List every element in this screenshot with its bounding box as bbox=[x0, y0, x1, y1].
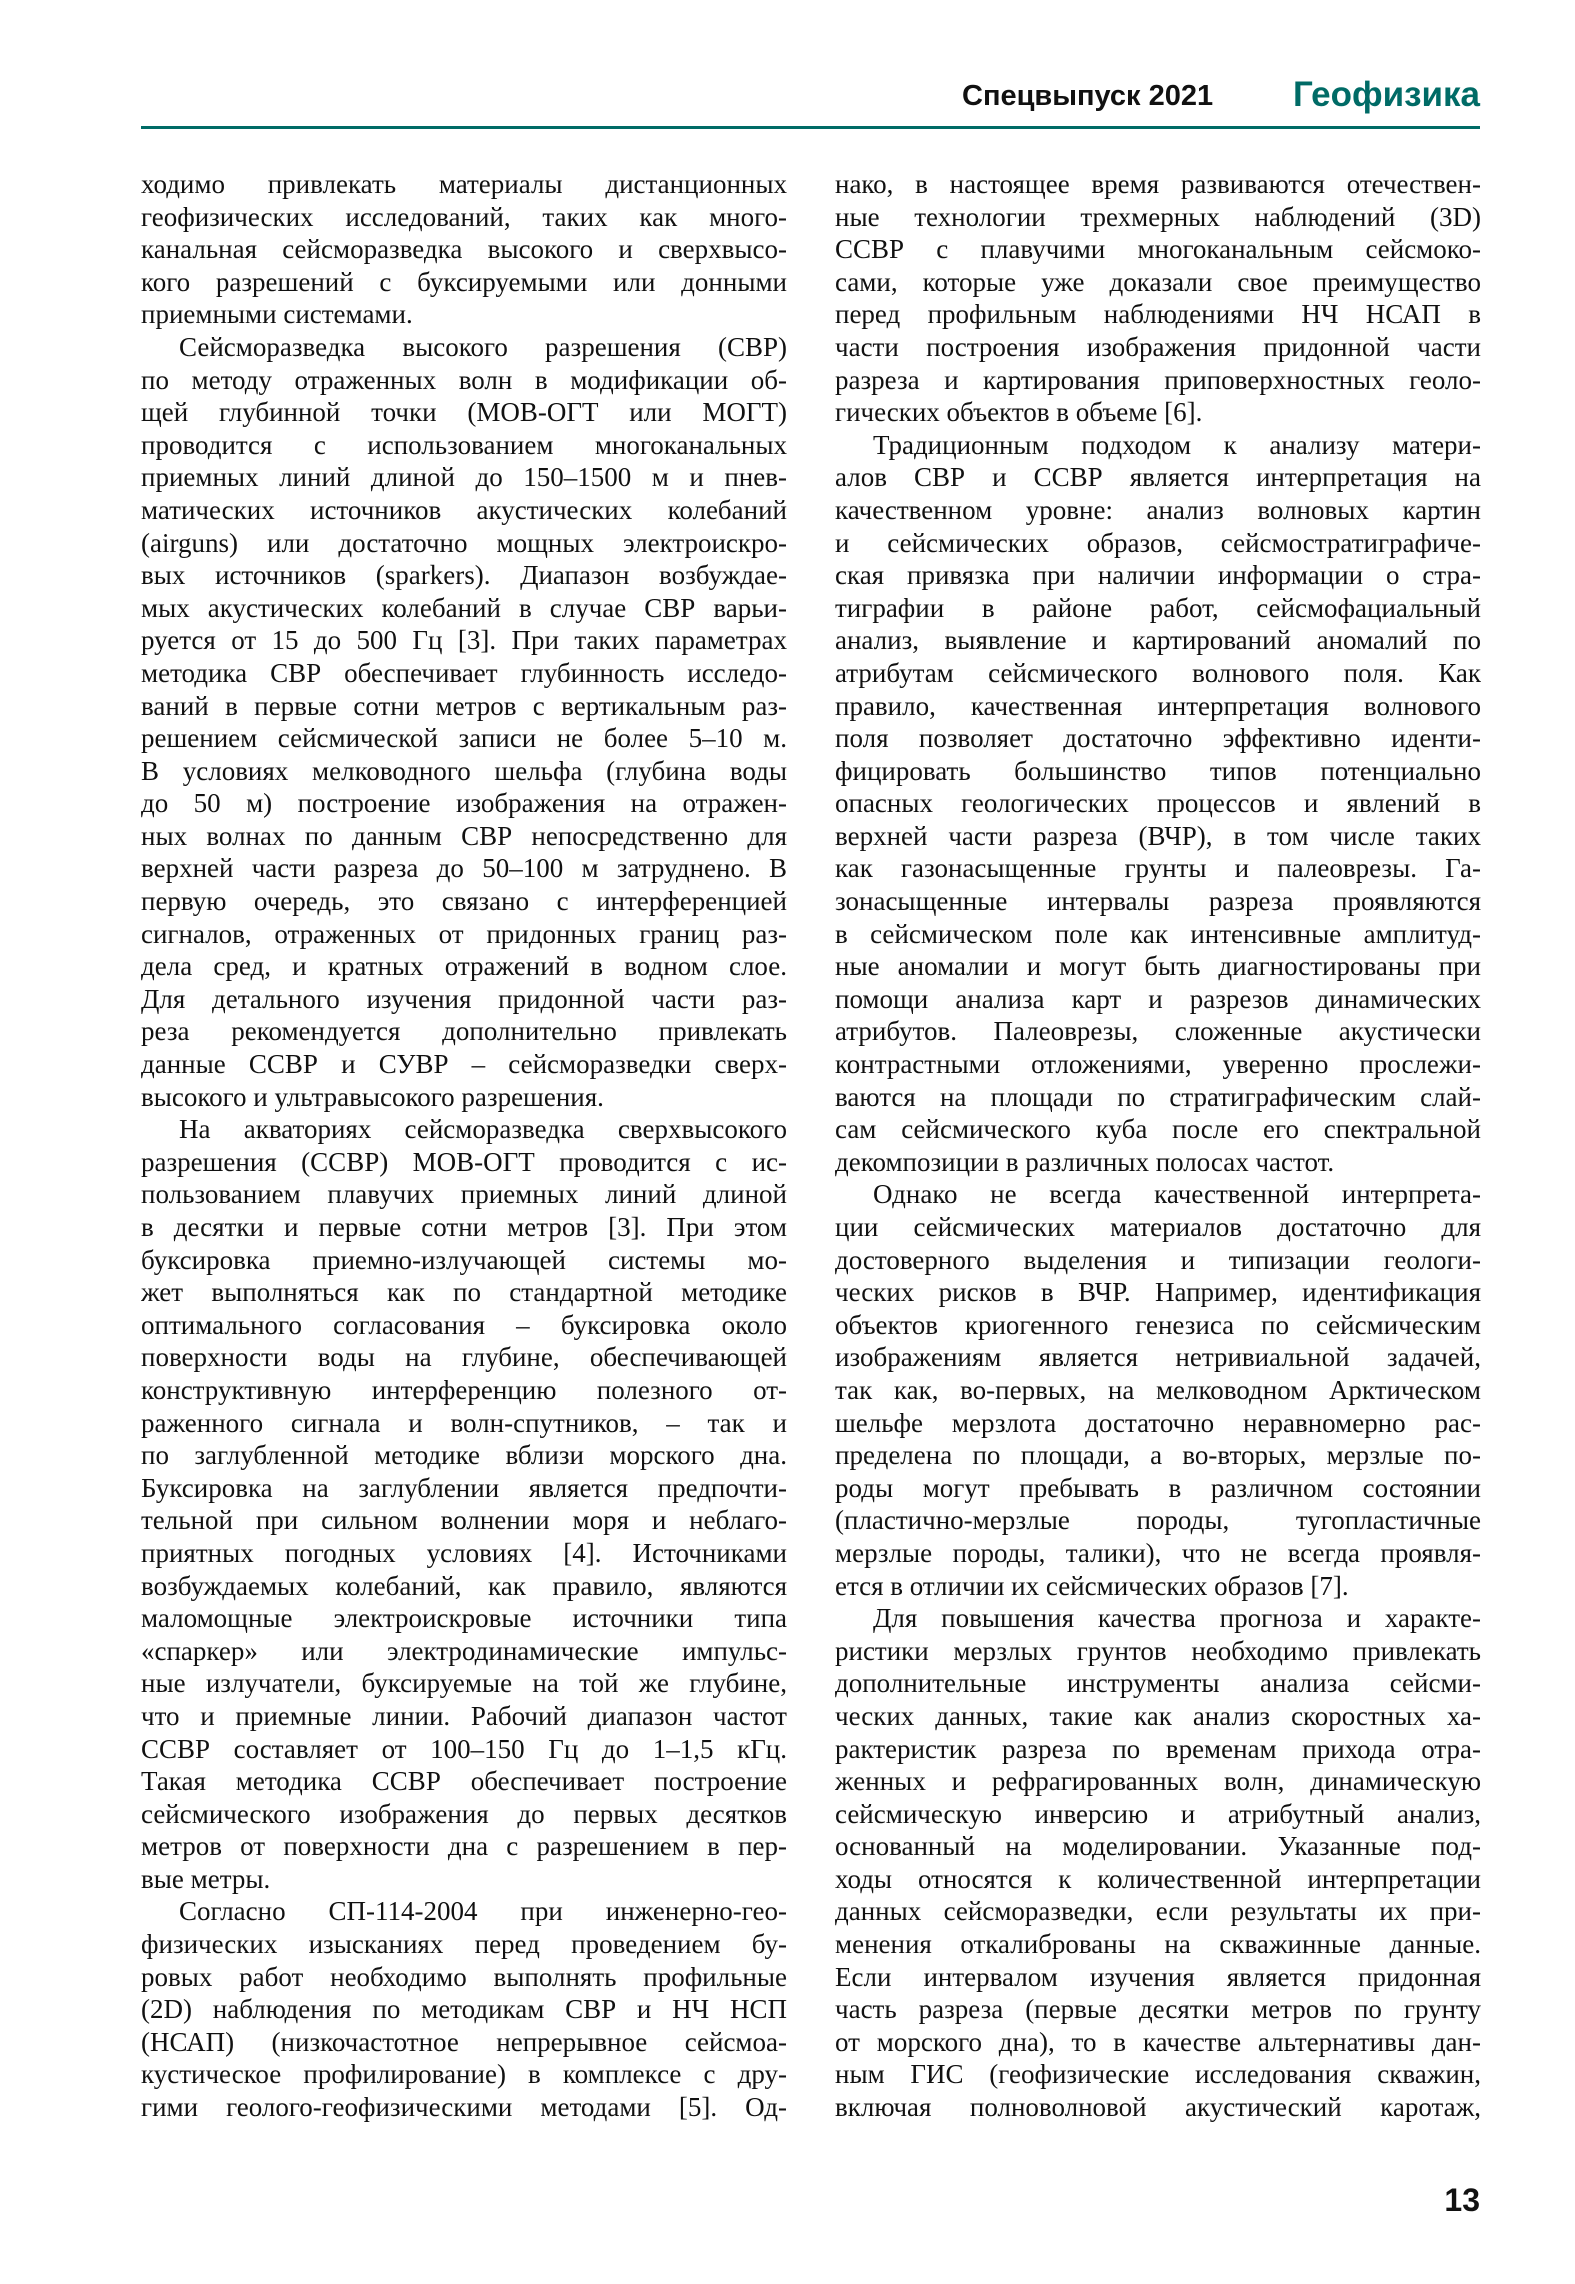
text-line: данные ССВР и СУВР – сейсморазведки сверх- bbox=[141, 1049, 787, 1080]
text-line: сейсмического изображения до первых десятков bbox=[141, 1798, 787, 1829]
paragraph bbox=[835, 429, 1481, 1179]
text-line: правило, качественная интерпретация волнового bbox=[835, 690, 1481, 721]
text-line: изображениям является нетривиальной задачей, bbox=[835, 1342, 1481, 1373]
text-line: основанный на моделировании. Указанные под- bbox=[835, 1831, 1481, 1862]
text-line: фицировать большинство типов потенциально bbox=[835, 755, 1481, 786]
text-line: мых акустических колебаний в случае СВР варьи- bbox=[141, 592, 787, 623]
text-line: (пластично-мерзлые породы, тугопластичные bbox=[835, 1505, 1481, 1536]
text-line: решением сейсмической записи не более 5–10 м. bbox=[141, 723, 787, 754]
text-line: кустическое профилирование) в комплексе с дру- bbox=[141, 2059, 787, 2090]
text-line: ходимо привлекать материалы дистанционных bbox=[141, 169, 787, 199]
text-line: до 50 м) построение изображения на отражен- bbox=[141, 788, 787, 819]
text-line: ные излучатели, буксируемые на той же глубине, bbox=[141, 1668, 787, 1699]
text-line: по заглубленной методике вблизи морского дна. bbox=[141, 1440, 787, 1471]
text-line: данных сейсморазведки, если результаты их при- bbox=[835, 1896, 1481, 1927]
paragraph bbox=[835, 1178, 1481, 1602]
text-line: вых источников (sparkers). Диапазон возбуждае- bbox=[141, 560, 787, 591]
text-line: вые метры. bbox=[141, 1863, 271, 1894]
text-line: пользованием плавучих приемных линий длиной bbox=[141, 1179, 787, 1210]
paragraph bbox=[141, 1113, 787, 1895]
text-line: высокого и ультравысокого разрешения. bbox=[141, 1081, 604, 1112]
text-line: (НСАП) (низкочастотное непрерывное сейсмоа- bbox=[141, 2026, 787, 2057]
text-line: разрешения (ССВР) МОВ-ОГТ проводится с ис- bbox=[141, 1146, 787, 1177]
text-line: алов СВР и ССВР является интерпретация на bbox=[835, 462, 1481, 493]
paragraph bbox=[141, 168, 787, 331]
text-line: Для детального изучения придонной части раз- bbox=[141, 983, 787, 1014]
text-line: рактеристик разреза по временам прихода отра- bbox=[835, 1733, 1481, 1764]
text-line: тельной при сильном волнении моря и неблаго- bbox=[141, 1505, 787, 1536]
text-line: Согласно СП-114-2004 при инженерно-гео- bbox=[179, 1896, 787, 1927]
text-line: оптимального согласования – буксировка около bbox=[141, 1309, 787, 1340]
text-line: сигналов, отраженных от придонных границ раз- bbox=[141, 918, 787, 949]
text-line: ных волнах по данным СВР непосредственно для bbox=[141, 820, 787, 851]
text-line: так как, во-первых, на мелководном Арктическом bbox=[835, 1374, 1481, 1405]
text-line: от морского дна), то в качестве альтернативы дан- bbox=[835, 2026, 1481, 2057]
text-line: Буксировка на заглублении является предпочти- bbox=[141, 1472, 787, 1503]
text-line: маломощные электроискровые источники типа bbox=[141, 1603, 787, 1634]
text-line: объектов криогенного генезиса по сейсмическим bbox=[835, 1309, 1481, 1340]
text-line: опасных геологических процессов и явлений в bbox=[835, 788, 1481, 819]
text-line: щей глубинной точки (МОВ-ОГТ или МОГТ) bbox=[141, 397, 787, 428]
paragraph bbox=[835, 168, 1481, 429]
issue-label: Спецвыпуск 2021 bbox=[962, 80, 1214, 112]
text-line: приемных линий длиной до 150–1500 м и пнев- bbox=[141, 462, 787, 493]
text-line: менения откалиброваны на скважинные данные. bbox=[835, 1929, 1481, 1960]
text-line: ССВР составляет от 100–150 Гц до 1–1,5 кГц. bbox=[141, 1733, 787, 1764]
text-line: Для повышения качества прогноза и характе- bbox=[873, 1603, 1481, 1634]
text-line: помощи анализа карт и разрезов динамических bbox=[835, 983, 1481, 1014]
paragraph bbox=[141, 331, 787, 1113]
text-line: ровых работ необходимо выполнять профильные bbox=[141, 1961, 787, 1992]
text-line: ные технологии трехмерных наблюдений (3D) bbox=[835, 201, 1481, 232]
text-line: На акваториях сейсморазведка сверхвысокого bbox=[179, 1114, 787, 1145]
text-line: мерзлые породы, талики), что не всегда проявля- bbox=[835, 1537, 1481, 1568]
text-line: анализ, выявление и картирований аномалий по bbox=[835, 625, 1481, 656]
text-line: по методу отраженных волн в модификации об- bbox=[141, 364, 787, 395]
text-line: буксировка приемно-излучающей системы мо- bbox=[141, 1244, 787, 1275]
text-line: Сейсморазведка высокого разрешения (СВР) bbox=[179, 331, 787, 362]
text-line: методика СВР обеспечивает глубинность исследо- bbox=[141, 657, 787, 688]
text-line: ным ГИС (геофизические исследования скважин, bbox=[835, 2059, 1481, 2090]
text-line: атрибутам сейсмического волнового поля. Как bbox=[835, 657, 1481, 688]
text-line: матических источников акустических колебаний bbox=[141, 494, 787, 525]
text-line: кого разрешений с буксируемыми или донными bbox=[141, 266, 787, 297]
text-line: что и приемные линии. Рабочий диапазон частот bbox=[141, 1700, 787, 1731]
text-line: возбуждаемых колебаний, как правило, являются bbox=[141, 1570, 787, 1601]
text-line: реза рекомендуется дополнительно привлекать bbox=[141, 1016, 787, 1047]
text-line: ходы относятся к количественной интерпретации bbox=[835, 1863, 1481, 1894]
text-line: ции сейсмических материалов достаточно для bbox=[835, 1212, 1481, 1242]
journal-title: Геофизика bbox=[1293, 75, 1480, 114]
text-line: сами, которые уже доказали свое преимущество bbox=[835, 266, 1481, 297]
text-line: части построения изображения придонной части bbox=[835, 331, 1481, 362]
text-line: гических объектов в объеме [6]. bbox=[835, 397, 1203, 428]
text-line: верхней части разреза (ВЧР), в том числе таких bbox=[835, 820, 1481, 851]
text-line: ческих данных, такие как анализ скоростных ха- bbox=[835, 1700, 1481, 1731]
text-line: перед профильным наблюдениями НЧ НСАП в bbox=[835, 299, 1481, 330]
text-line: декомпозиции в различных полосах частот. bbox=[835, 1146, 1335, 1177]
paragraph bbox=[141, 1895, 787, 2123]
text-line: зонасыщенные интервалы разреза проявляются bbox=[835, 886, 1481, 917]
text-line: верхней части разреза до 50–100 м затруднено. В bbox=[141, 853, 787, 884]
text-line: дополнительные инструменты анализа сейсми- bbox=[835, 1668, 1481, 1699]
text-line: включая полноволновой акустический каротаж, bbox=[835, 2092, 1481, 2123]
text-line: ческих рисков в ВЧР. Например, идентификация bbox=[835, 1277, 1481, 1308]
text-line: дела сред, и кратных отражений в водном слое. bbox=[141, 951, 787, 982]
text-line: приемными системами. bbox=[141, 299, 413, 330]
text-line: жет выполняться как по стандартной методике bbox=[141, 1277, 787, 1308]
text-line: В условиях мелководного шельфа (глубина воды bbox=[141, 755, 787, 786]
text-line: Такая методика ССВР обеспечивает построение bbox=[141, 1766, 787, 1797]
text-line: физических изысканиях перед проведением бу- bbox=[141, 1929, 787, 1960]
text-line: приятных погодных условиях [4]. Источниками bbox=[141, 1537, 787, 1568]
text-column-left bbox=[141, 168, 787, 2124]
text-line: ется в отличии их сейсмических образов [7]. bbox=[835, 1570, 1349, 1601]
text-line: конструктивную интерференцию полезного от- bbox=[141, 1374, 787, 1405]
text-line: как газонасыщенные грунты и палеоврезы. Га- bbox=[835, 853, 1481, 884]
text-line: гими геолого-геофизическими методами [5]. Од- bbox=[141, 2092, 787, 2123]
text-line: контрастными отложениями, уверенно прослежи- bbox=[835, 1049, 1481, 1080]
text-line: сейсмическую инверсию и атрибутный анализ, bbox=[835, 1798, 1481, 1829]
text-line: Если интервалом изучения является придонная bbox=[835, 1961, 1481, 1992]
text-line: достоверного выделения и типизации геологи- bbox=[835, 1244, 1481, 1275]
text-line: раженного сигнала и волн-спутников, – так и bbox=[141, 1407, 787, 1438]
text-line: ваний в первые сотни метров с вертикальным раз- bbox=[141, 690, 787, 721]
text-line: поля позволяет достаточно эффективно иденти- bbox=[835, 723, 1481, 754]
text-line: Традиционным подходом к анализу матери- bbox=[873, 429, 1481, 460]
text-line: разреза и картирования приповерхностных геоло- bbox=[835, 364, 1481, 395]
text-line: качественном уровне: анализ волновых картин bbox=[835, 494, 1481, 525]
text-line: (airguns) или достаточно мощных электроискро- bbox=[141, 527, 787, 558]
text-line: канальная сейсморазведка высокого и сверхвысо- bbox=[141, 234, 787, 265]
text-line: ская привязка при наличии информации о стра- bbox=[835, 560, 1481, 591]
text-line: роды могут пребывать в различном состоянии bbox=[835, 1472, 1481, 1503]
text-line: ные аномалии и могут быть диагностированы при bbox=[835, 951, 1481, 982]
paragraph bbox=[835, 1602, 1481, 2124]
header-divider bbox=[141, 126, 1480, 129]
text-line: руется от 15 до 500 Гц [3]. При таких параметрах bbox=[141, 625, 787, 656]
text-line: и сейсмических образов, сейсмостратиграфиче- bbox=[835, 527, 1481, 558]
text-line: Однако не всегда качественной интерпрета- bbox=[873, 1179, 1481, 1210]
text-line: первую очередь, это связано с интерференцией bbox=[141, 886, 787, 917]
text-line: часть разреза (первые десятки метров по грунту bbox=[835, 1994, 1481, 2025]
text-line: женных и рефрагированных волн, динамическую bbox=[835, 1766, 1481, 1797]
text-line: поверхности воды на глубине, обеспечивающей bbox=[141, 1342, 787, 1373]
text-column-right bbox=[835, 168, 1481, 2124]
text-line: ССВР с плавучими многоканальным сейсмоко- bbox=[835, 234, 1481, 265]
text-line: атрибутов. Палеоврезы, сложенные акустически bbox=[835, 1016, 1481, 1047]
text-line: «спаркер» или электродинамические импульс- bbox=[141, 1635, 787, 1666]
text-line: метров от поверхности дна с разрешением в пер- bbox=[141, 1831, 787, 1862]
text-line: (2D) наблюдения по методикам СВР и НЧ НСП bbox=[141, 1994, 787, 2025]
text-line: проводится с использованием многоканальных bbox=[141, 429, 787, 460]
text-line: в десятки и первые сотни метров [3]. При этом bbox=[141, 1212, 787, 1242]
text-line: тиграфии в районе работ, сейсмофациальный bbox=[835, 592, 1481, 623]
text-line: нако, в настоящее время развиваются отечествен- bbox=[835, 169, 1481, 199]
text-line: ваются на площади по стратиграфическим слай- bbox=[835, 1081, 1481, 1112]
text-line: сам сейсмического куба после его спектральной bbox=[835, 1114, 1481, 1145]
text-line: шельфе мерзлота достаточно неравномерно рас- bbox=[835, 1407, 1481, 1438]
text-line: ристики мерзлых грунтов необходимо привлекать bbox=[835, 1635, 1481, 1666]
page-number: 13 bbox=[1444, 2182, 1480, 2218]
text-line: пределена по площади, а во-вторых, мерзлые по- bbox=[835, 1440, 1481, 1471]
text-line: геофизических исследований, таких как много- bbox=[141, 201, 787, 232]
text-line: в сейсмическом поле как интенсивные амплитуд- bbox=[835, 918, 1481, 949]
